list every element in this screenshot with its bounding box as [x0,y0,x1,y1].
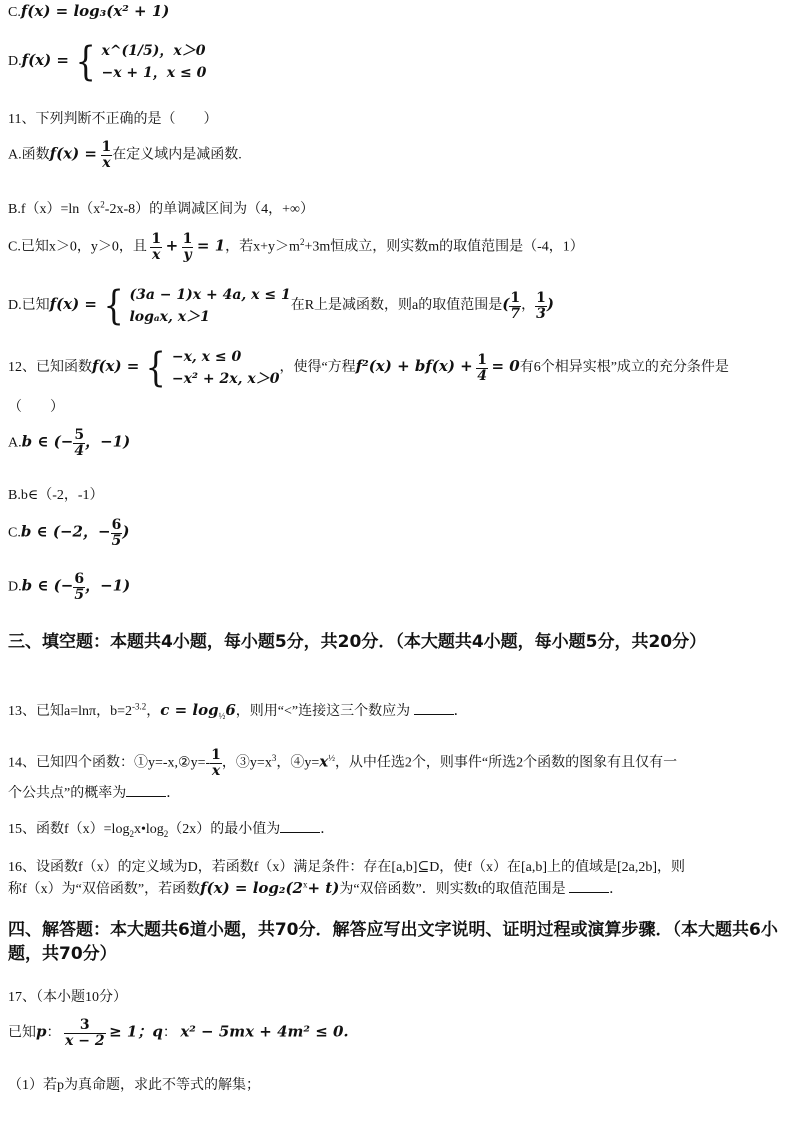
q11-option-d: D.已知f(x) = { (3a − 1)x + 4a, x ≤ 1 logₐx, x＞1 在R上是减函数，则a的取值范围是( $\frac{1}{7}$ ， $\frac{1}{3}$ ) [8,283,554,329]
q17-part1: （1）若p为真命题，求此不等式的解集； [8,1078,260,1093]
piecewise-cases: x^(1/5)，x＞0 −x + 1，x ≤ 0 [101,43,207,81]
q12-stem: 12、已知函数f(x) = { −x, x ≤ 0 −x² + 2x, x＞0 ，使得“方程f²(x) + bf(x) + $\frac{1}{4}$ = 0有6个相异实根”成立的充分条件是 [8,345,729,391]
q16-line2: 称f（x）为“双倍函数”，若函数$f(x) = \log_2(2^x+ t)$为“双倍函数”．则实数t的取值范围是 ． [8,879,624,897]
answer-blank[interactable] [414,702,454,715]
q12-paren: （ ） [8,400,64,415]
q12-option-d: D.b ∈ (− $\frac{6}{5}$ ，−1) [8,571,131,603]
option-c-prev: C.f(x) = log₃(x² + 1) [8,2,170,20]
q11-stem: 11、下列判断不正确的是（ ） [8,112,218,127]
q15: 15、函数$f(x)=\log_2x•\log_2(2x)$的最小值为 ． [8,822,335,839]
q17-conditions: 已知p： $\frac{3}{x - 2}$ ≥ 1；q： x² − 5mx + 4m² ≤ 0. [8,1017,349,1049]
q13: 13、已知a=lnπ，$b=2^{-3.2}$，$c = \log_{\frac{1}{2}}6$，则用“<”连接这三个数应为 ． [8,701,468,721]
option-c-prev-math: f(x) = log₃(x² + 1) [20,2,170,20]
brace-icon: { [145,345,166,391]
brace-icon: { [75,39,96,85]
q17-stem: 17、（本小题10分） [8,990,127,1005]
q11-option-a: A.函数f(x) = $\frac{1}{x}$ 在定义域内是减函数. [8,139,242,171]
q12-option-c: C.b ∈ (−2，− $\frac{6}{5}$ ) [8,517,130,549]
q14-line2: 个公共点”的概率为 ． [8,786,181,801]
q12-option-b: B.b∈（-2，-1） [8,488,104,503]
brace-icon: { [103,283,124,329]
answer-blank[interactable] [126,784,166,797]
q11-option-c: C.已知x＞0，y＞0，且 $\frac{1}{x}$ + $\frac{1}{y}$ = 1，若$x+y>m^2+3m$恒成立，则实数m的取值范围是（-4，1） [8,231,584,263]
answer-blank[interactable] [280,820,320,833]
piecewise-cases: −x, x ≤ 0 −x² + 2x, x＞0 [171,349,280,387]
q16-line1: 16、设函数f（x）的定义域为D，若函数f（x）满足条件：存在[a,b]⊆D，使f（x）在[a,b]上的值域是[2a,2b]，则 [8,860,686,875]
answer-blank[interactable] [569,880,609,893]
piecewise-cases: (3a − 1)x + 4a, x ≤ 1 logₐx, x＞1 [129,287,291,325]
q11-option-b: $B.f(x)=\ln(x^2-2x-8)$的单调减区间为（4，+∞） [8,199,314,217]
q14-line1: 14、已知四个函数：①y=-x,②y=- $\frac{1}{x}$ ，$③y=x^3$，$④y=x^{\frac{1}{2}}$，从中任选2个，则事件“所选2个函数的图象有且仅有一 [8,747,678,779]
section-4-heading: 四、解答题：本大题共6道小题，共70分．解答应写出文字说明、证明过程或演算步骤．（本大题共6小题，共70分） [8,920,778,964]
section-3-heading: 三、填空题：本题共4小题，每小题5分，共20分．（本大题共4小题，每小题5分，共20分） [8,632,707,652]
q12-option-a: A.b ∈ (− $\frac{5}{4}$ ，−1) [8,427,131,459]
option-d-prev: D.f(x) = { x^(1/5)，x＞0 −x + 1，x ≤ 0 [8,39,207,85]
